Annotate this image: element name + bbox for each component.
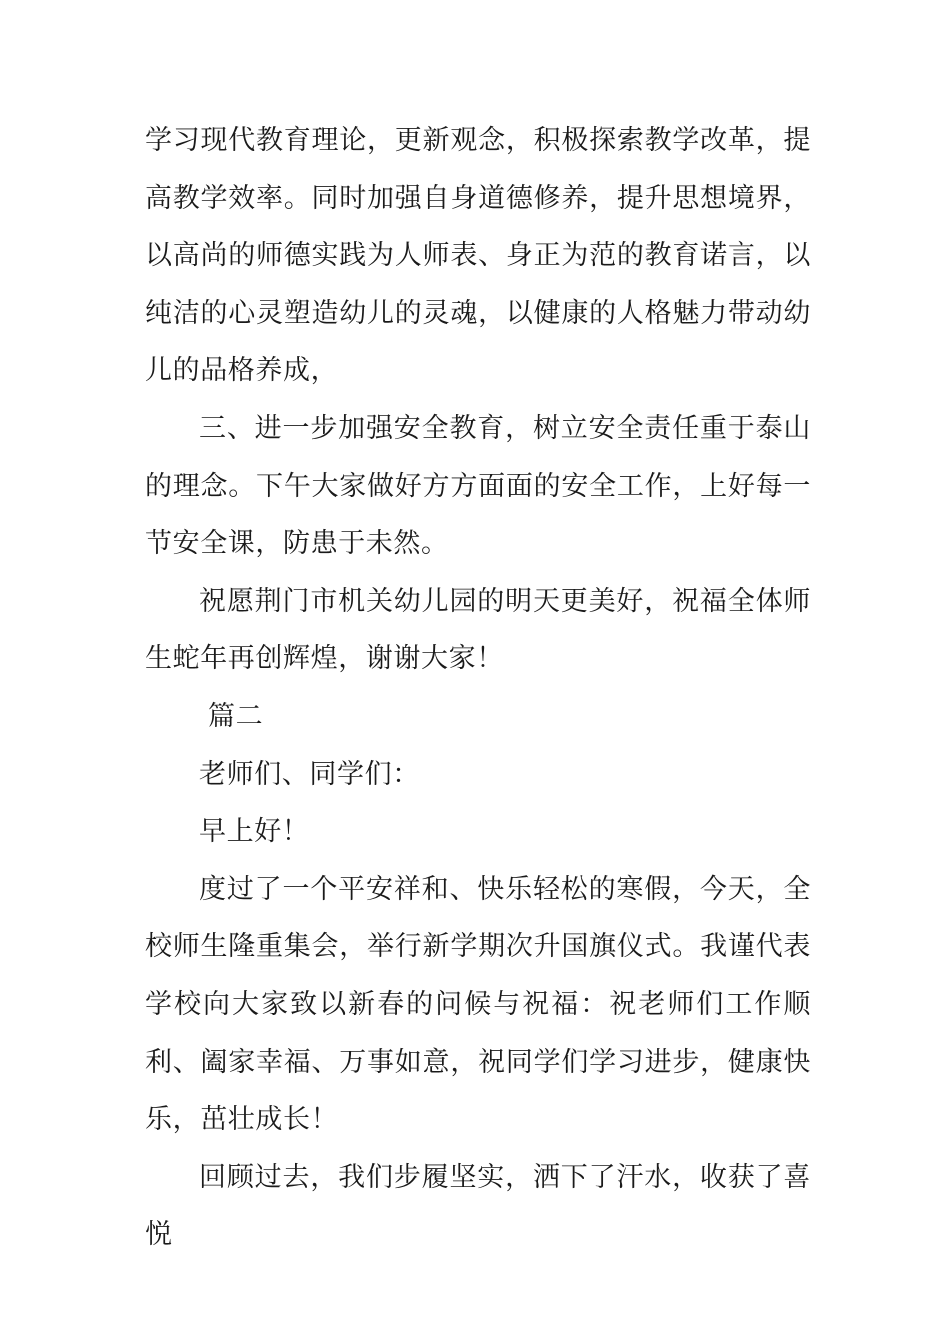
- section-heading-part-two: 篇二: [208, 700, 264, 732]
- paragraph-safety-education: 三、进一步加强安全教育，树立安全责任重于泰山的理念。下午大家做好方方面面的安全工作，上好每一节安全课，防患于未然。: [145, 412, 811, 560]
- paragraph-salutation: 老师们、同学们：: [199, 758, 420, 790]
- document-body: [145, 112, 811, 1264]
- paragraph-new-semester: 度过了一个平安祥和、快乐轻松的寒假，今天，全校师生隆重集会，举行新学期次升国旗仪式。我谨代表学校向大家致以新春的问候与祝福：祝老师们工作顺利、阖家幸福、万事如意，祝同学们学习进步，健康快乐，茁壮成长！: [145, 873, 811, 1136]
- paragraph-looking-back: 回顾过去，我们步履坚实，洒下了汗水，收获了喜悦: [145, 1161, 811, 1251]
- paragraph-wishes: 祝愿荆门市机关幼儿园的明天更美好，祝福全体师生蛇年再创辉煌，谢谢大家！: [145, 585, 811, 675]
- paragraph-greeting: 早上好！: [199, 816, 310, 848]
- paragraph-education-theory: 学习现代教育理论，更新观念，积极探索教学改革，提高教学效率。同时加强自身道德修养，提升思想境界，以高尚的师德实践为人师表、身正为范的教育诺言，以纯洁的心灵塑造幼儿的灵魂，以健康的人格魅力带动幼儿的品格养成，: [145, 125, 811, 387]
